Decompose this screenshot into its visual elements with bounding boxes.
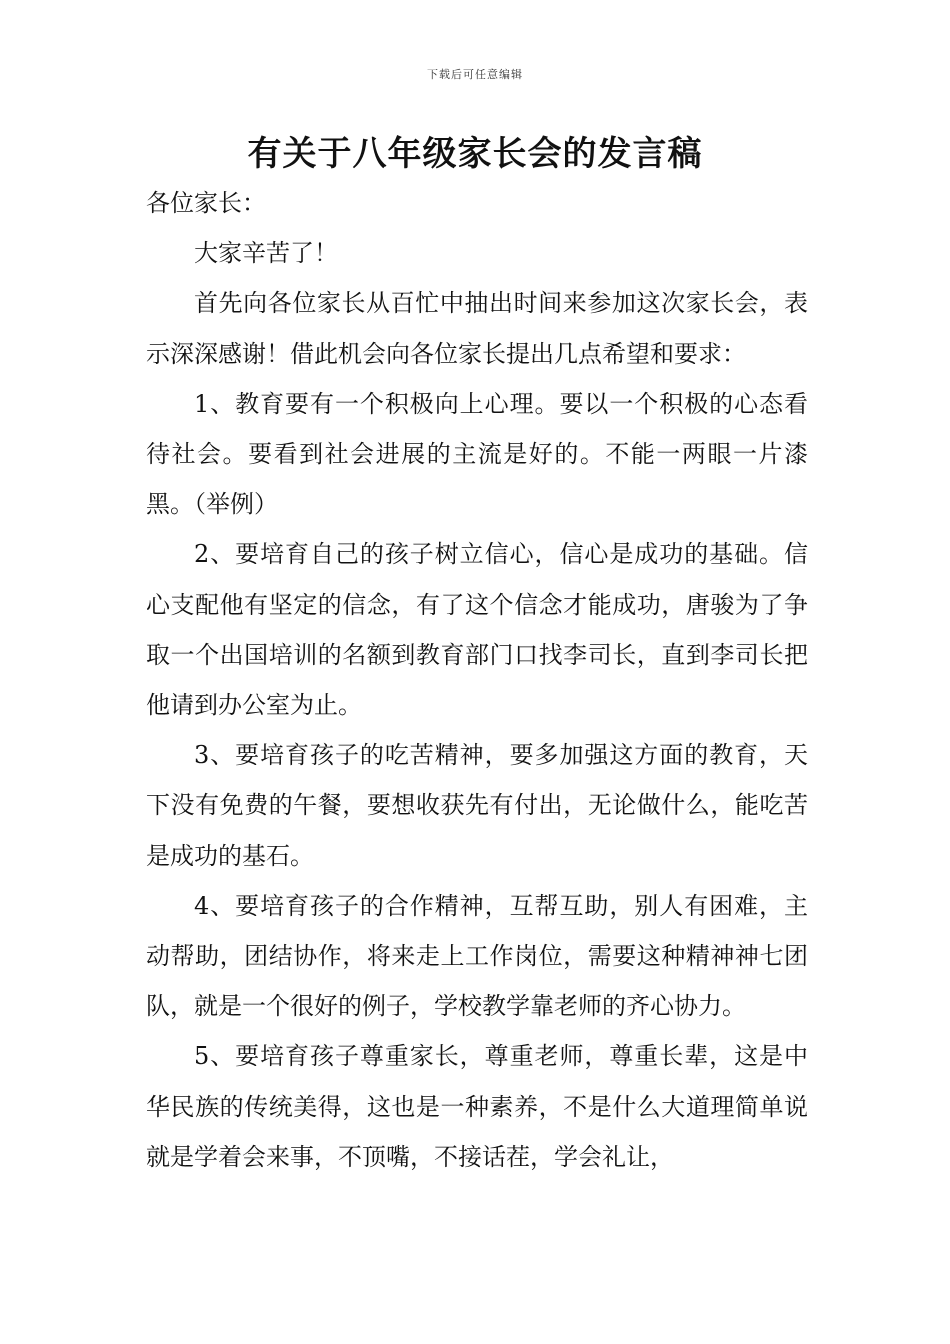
salutation: 各位家长： (146, 189, 266, 217)
paragraph-intro: 首先向各位家长从百忙中抽出时间来参加这次家长会，表示深深感谢！借此机会向各位家长提出几点希望和要求： (146, 289, 808, 368)
paragraph-greeting: 大家辛苦了！ (194, 239, 338, 268)
paragraph-point-2: 2、要培育自己的孩子树立信心，信心是成功的基础。信心支配他有坚定的信念，有了这个信念才能成功，唐骏为了争取一个出国培训的名额到教育部门口找李司长，直到李司长把他请到办公室为止。 (146, 540, 808, 720)
document-body (146, 178, 808, 1182)
paragraph-point-4: 4、要培育孩子的合作精神，互帮互助，别人有困难，主动帮助，团结协作，将来走上工作岗位，需要这种精神神七团队，就是一个很好的例子，学校教学靠老师的齐心协力。 (146, 891, 808, 1021)
paragraph-point-1: 1、教育要有一个积极向上心理。要以一个积极的心态看待社会。要看到社会进展的主流是好的。不能一两眼一片漆黑。（举例） (146, 389, 808, 519)
paragraph-point-5: 5、要培育孩子尊重家长，尊重老师，尊重长辈，这是中华民族的传统美得，这也是一种素养，不是什么大道理简单说就是学着会来事，不顶嘴，不接话茬，学会礼让， (146, 1042, 808, 1171)
document-title: 有关于八年级家长会的发言稿 (247, 134, 703, 174)
paragraph-point-3: 3、要培育孩子的吃苦精神，要多加强这方面的教育，天下没有免费的午餐，要想收获先有付出，无论做什么，能吃苦是成功的基石。 (146, 741, 808, 870)
header-note: 下载后可任意编辑 (427, 68, 523, 81)
